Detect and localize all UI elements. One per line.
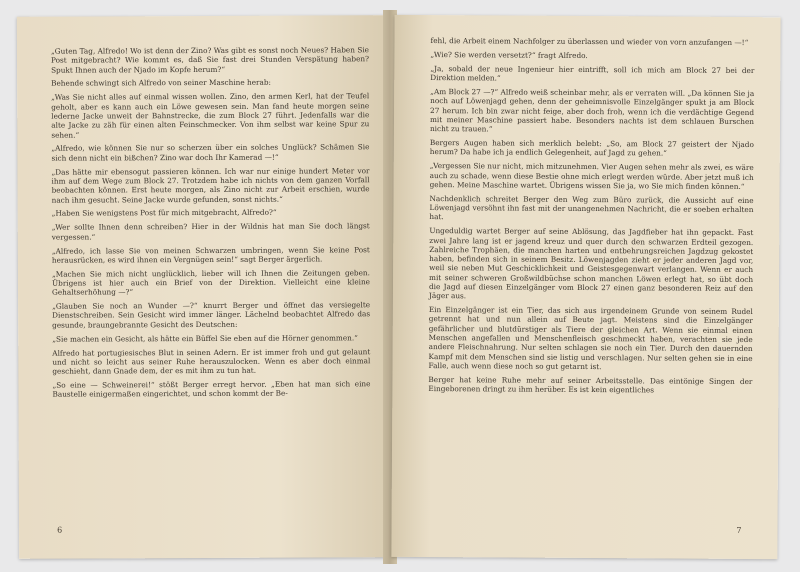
paragraph: „So eine — Schweinerei!“ stößt Berger erregt hervor. „Eben hat man sich eine Baustelle einigermaßen eingerichtet, und schon kommt der Be- [52,379,371,399]
left-page-text [51,45,371,404]
paragraph: „Haben Sie wenigstens Post für mich mitgebracht, Alfredo?“ [51,208,277,219]
paragraph: Alfredo hat portugiesisches Blut in seinen Adern. Er ist immer froh und gut gelaunt und nicht so leicht aus seiner Ruhe herauszulocken. Wenn es aber doch einmal geschieht, dann Gnade dem, der es mit ihm zu tun hat. [52,346,371,376]
paragraph: „Das hätte mir ebensogut passieren können. Ich war nur einige hundert Meter vor ihm auf dem Wege zum Block 27. Trotzdem habe ich nichts von dem ganzen Vorfall beobachten können. Erst heute morgen, als Zino nicht zur Arbeit erschien, wurde nach ihm gesucht. Seine Jacke wurde gefunden, sonst nichts.“ [51,165,370,205]
paragraph: fehl, die Arbeit einem Nachfolger zu überlassen und wieder von vorn anzufangen —!“ [430,36,749,47]
left-page [17,15,389,559]
paragraph: „Guten Tag, Alfredo! Wo ist denn der Zino? Was gibt es sonst noch Neues? Haben Sie Post mitgebracht? Wie kommt es, daß Sie fast drei Stunden Verspätung haben? Spukt Ihnen auch der Njado im Kopfe herum?“ [50,45,370,75]
right-page [391,15,780,559]
page-number: 6 [57,525,63,535]
paragraph: „Wie? Sie werden versetzt?“ fragt Alfredo. [430,49,588,60]
paragraph: Nachdenklich schreitet Berger den Weg zum Büro zurück, die Aussicht auf eine Löwenjagd versöhnt ihn fast mit der unangenehmen Nachricht, die er soeben erhalten hat. [429,193,754,222]
paragraph: „Alfredo, ich lasse Sie von meinen Schwarzen umbringen, wenn Sie keine Post herausrücken, es wird ihnen ein Vergnügen sein!“ sagt Berger ärgerlich. [51,244,370,265]
paragraph: Ein Einzelgänger ist ein Tier, das sich aus irgendeinem Grunde von seinem Rudel getrennt hat und nun allein auf Beute jagt. Meistens sind die Einzelgänger gefährlicher und blutdürstiger als Tiere der gleichen Art. Wenn sie einmal einen Menschen angefallen und Menschenfleisch geschmeckt haben, verachten sie jede andere Fleischnahrung. Nur selten schlagen sie noch ein Tier. Durch den dauernden Kampf mit dem Menschen sind sie listig und verschlagen. Nur selten gehen sie in eine Falle, auch wenn diese noch so gut getarnt ist. [428,305,753,372]
paragraph: „Alfredo, wie können Sie nur so scherzen über ein solches Unglück? Schämen Sie sich denn nicht ein bißchen? Zino war doch Ihr Kamerad —!“ [51,142,370,163]
paragraph: Berger hat keine Ruhe mehr auf seiner Arbeitsstelle. Das eintönige Singen der Eingeborenen dringt zu ihm herüber. Es ist kein eigentliches [428,374,753,395]
page-number: 7 [736,525,742,535]
paragraph: „Wer sollte Ihnen denn schreiben? Hier in der Wildnis hat man Sie doch längst vergessen.“ [51,221,370,242]
paragraph: „Ja, sobald der neue Ingenieur hier eintrifft, soll ich mich am Block 27 bei der Direktion melden.“ [430,63,755,83]
paragraph: „Am Block 27 —?“ Alfredo weiß scheinbar mehr, als er verraten will. „Da können Sie ja noch auf Löwenjagd gehen, denn der geheimnisvolle Einzelgänger spukt ja am Block 27 herum. Ich bin zwar nicht feige, aber doch froh, wenn ich die verdächtige Gegend mit meiner Maschine passiert habe. Besonders nachts ist dem schlauen Burschen nicht zu trauen.“ [429,87,755,134]
paragraph: „Was Sie nicht alles auf einmal wissen wollen. Zino, den armen Kerl, hat der Teufel geholt, aber es kann auch ein Löwe gewesen sein. Man fand heute morgen seine lederne Jacke unweit der Bahnstrecke, die zum Block 27 führt. Jedenfalls war die alte Jacke zu zäh für einen alten Feinschmecker. Von ihm selbst war keine Spur zu sehen.“ [51,91,370,140]
right-page-text [428,36,754,400]
paragraph: Behende schwingt sich Alfredo von seiner Maschine herab: [51,78,272,89]
paragraph: „Sie machen ein Gesicht, als hätte ein Büffel Sie eben auf die Hörner genommen.“ [52,332,358,344]
paragraph: „Vergessen Sie nur nicht, mich mitzunehmen. Vier Augen sehen mehr als zwei, es wäre auch zu schade, wenn diese Bestie ohne mich erlegt werden würde. Aber jetzt muß ich gehen. Meine Maschine wartet. Übrigens wissen Sie ja, wo Sie mich finden können.“ [429,161,754,191]
paragraph: Bergers Augen haben sich merklich belebt: „So, am Block 27 geistert der Njado herum? Da habe ich ja endlich Gelegenheit, auf Jagd zu gehen.“ [429,138,754,158]
paragraph: Ungeduldig wartet Berger auf seine Ablösung, das Jagdfieber hat ihn gepackt. Fast zwei Jahre lang ist er jagend kreuz und quer durch den schwarzen Erdteil gezogen. Zahlreiche Trophäen, die manchen harten und entbehrungsreichen Jagdzug gekostet haben, befinden sich in seinem Besitz. Löwenjagden zieht er jeder anderen Jagd vor, weil sie neben Mut Geschicklichkeit und Geistesgegenwart verlangen. Wenn er auch mit seiner schweren Großwildbüchse schon manchen Löwen erlegt hat, so übt doch die Jagd auf diesen Einzelgänger vom Block 27 einen ganz besonderen Reiz auf den Jäger aus. [428,226,754,301]
paragraph: „Glauben Sie noch an Wunder —?“ knurrt Berger und öffnet das versiegelte Dienstschreiben. Sein Gesicht wird immer länger. Lächelnd beobachtet Alfredo das gesunde, braungebrannte Gesicht des Deutschen: [52,300,371,330]
paragraph: „Machen Sie mich nicht unglücklich, lieber will ich Ihnen die Zeitungen geben. Übrigens ist hier auch ein Brief von der Direktion. Vielleicht eine kleine Gehaltserhöhung —?“ [51,267,370,297]
